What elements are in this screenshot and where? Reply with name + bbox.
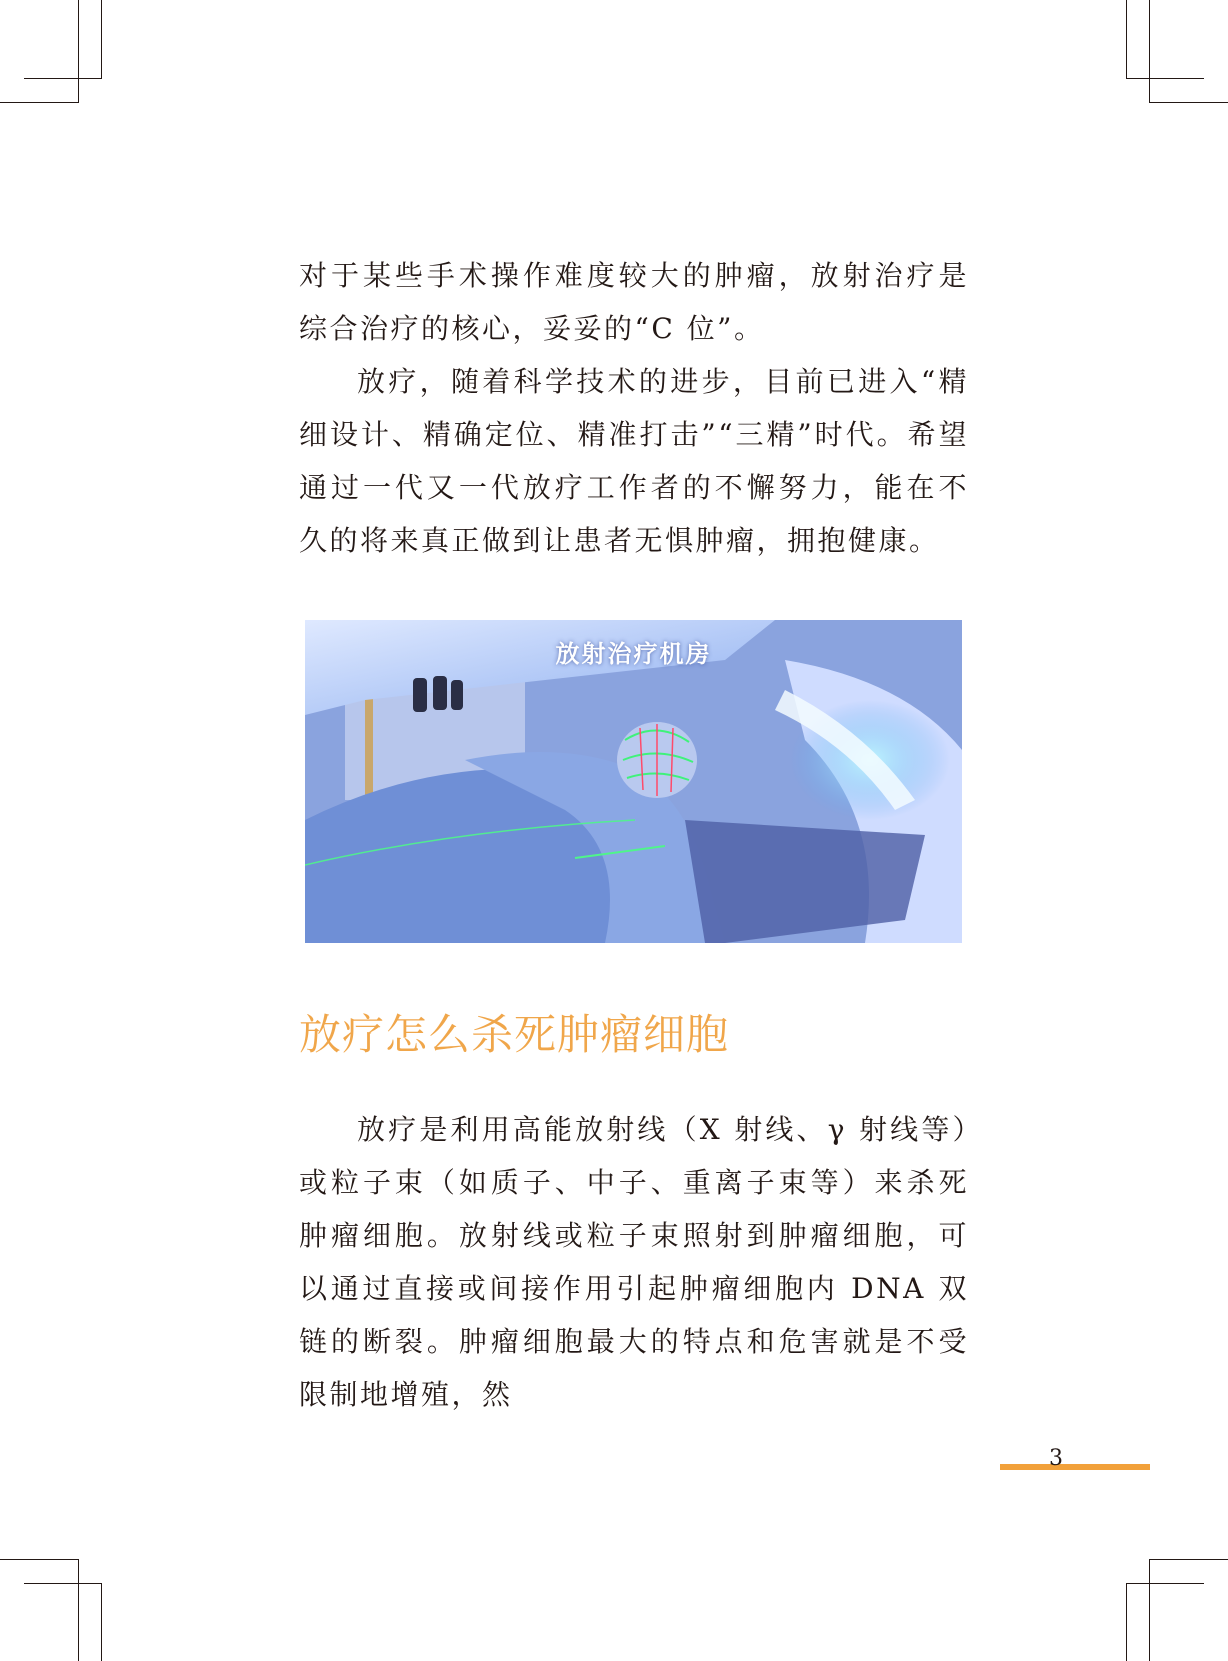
crop-mark xyxy=(1126,1583,1204,1584)
crop-mark xyxy=(0,102,79,103)
paragraph: 对于某些手术操作难度较大的肿瘤，放射治疗是综合治疗的核心，妥妥的“C 位”。 xyxy=(299,259,969,345)
crop-mark xyxy=(1126,0,1127,78)
photo-caption: 放射治疗机房 xyxy=(555,640,712,668)
crop-mark xyxy=(1126,1583,1127,1661)
treatment-room-photo xyxy=(305,620,962,943)
paragraph: 放疗是利用高能放射线（X 射线、γ 射线等）或粒子束（如质子、中子、重离子束等）来杀死肿瘤细胞。放射线或粒子束照射到肿瘤细胞，可以通过直接或间接作用引起肿瘤细胞内 DNA 双链的断裂。肿瘤细胞最大的特点和危害就是不受限制地增殖，然 xyxy=(299,1113,969,1411)
folio-bar xyxy=(1000,1464,1150,1470)
crop-mark xyxy=(24,78,102,79)
crop-mark xyxy=(1149,1559,1228,1560)
crop-mark xyxy=(101,0,102,78)
crop-mark xyxy=(101,1583,102,1661)
crop-mark xyxy=(1126,78,1204,79)
crop-mark xyxy=(78,1559,79,1661)
page-number: 3 xyxy=(1049,1446,1063,1471)
crop-mark xyxy=(1149,0,1150,102)
crop-mark xyxy=(24,1583,102,1584)
body-text-section xyxy=(299,1103,969,1421)
section-heading: 放疗怎么杀死肿瘤细胞 xyxy=(299,1010,730,1059)
paragraph: 放疗，随着科学技术的进步，目前已进入“精细设计、精确定位、精准打击”“三精”时代。希望通过一代又一代放疗工作者的不懈努力，能在不久的将来真正做到让患者无惧肿瘤，拥抱健康。 xyxy=(299,365,969,557)
crop-mark xyxy=(0,1559,79,1560)
crop-mark xyxy=(1149,102,1228,103)
crop-mark xyxy=(78,0,79,102)
body-text-top xyxy=(299,249,969,567)
crop-mark xyxy=(1149,1559,1150,1661)
